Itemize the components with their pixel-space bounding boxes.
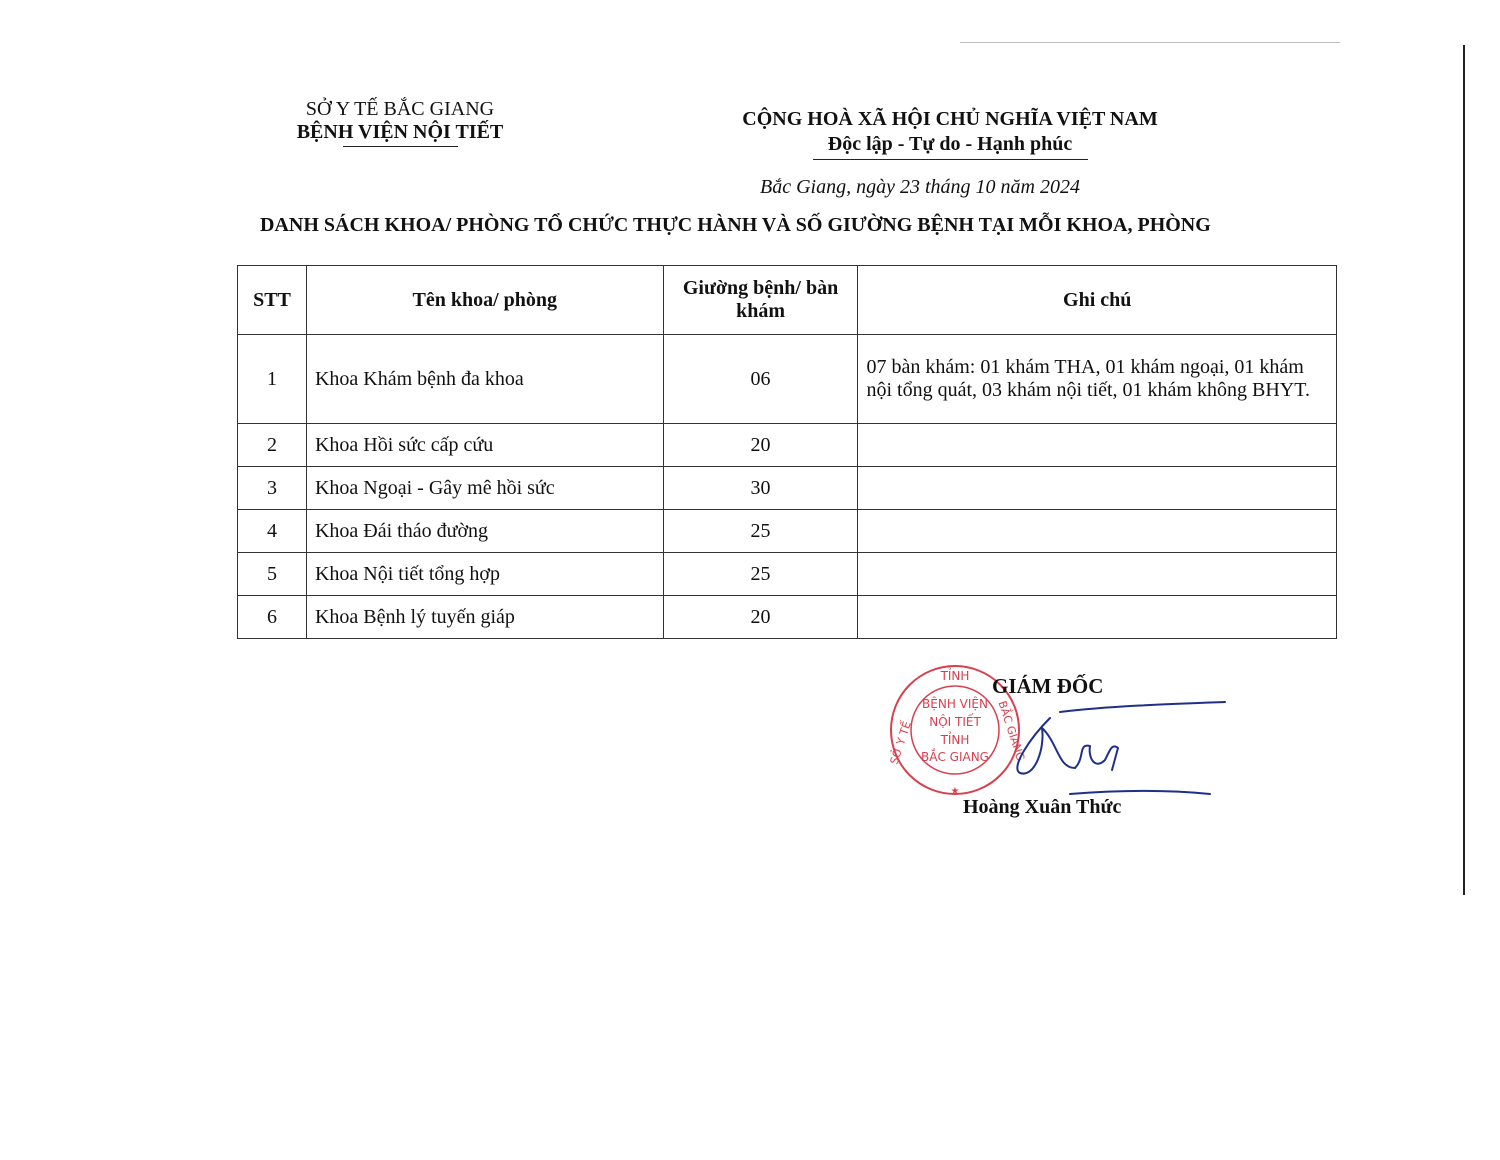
stamp-ring-right: BẮC GIANG (995, 699, 1028, 763)
cell-beds: 30 (663, 467, 858, 510)
stamp-line-1: BỆNH VIỆN (922, 697, 988, 711)
cell-name: Khoa Nội tiết tổng hợp (306, 553, 663, 596)
stamp-star-icon: ★ (950, 786, 960, 797)
table-row (238, 596, 1337, 639)
country-name: CỘNG HOÀ XÃ HỘI CHỦ NGHĨA VIỆT NAM (742, 108, 1158, 130)
cell-name: Khoa Bệnh lý tuyến giáp (306, 596, 663, 639)
signer-name: Hoàng Xuân Thức (963, 796, 1122, 818)
scan-right-edge (1463, 45, 1465, 895)
table-header-row (238, 266, 1337, 335)
table-row (238, 510, 1337, 553)
document-title: DANH SÁCH KHOA/ PHÒNG TỔ CHỨC THỰC HÀNH VÀ SỐ GIƯỜNG BỆNH TẠI MỖI KHOA, PHÒNG (260, 214, 1211, 236)
cell-stt: 5 (238, 553, 307, 596)
cell-beds: 20 (663, 596, 858, 639)
cell-stt: 1 (238, 335, 307, 424)
departments-table (237, 265, 1337, 639)
table-row (238, 424, 1337, 467)
cell-stt: 4 (238, 510, 307, 553)
cell-stt: 2 (238, 424, 307, 467)
stamp-line-3: TỈNH (940, 733, 970, 747)
cell-beds: 25 (663, 553, 858, 596)
stamp-ring-left: SỞ Y TẾ (887, 719, 914, 767)
cell-note (858, 553, 1337, 596)
cell-note: 07 bàn khám: 01 khám THA, 01 khám ngoại, 01 khám nội tổng quát, 03 khám nội tiết, 01 khám không BHYT. (858, 335, 1337, 424)
stamp-line-2: NỘI TIẾT (929, 715, 981, 729)
header-name: Tên khoa/ phòng (306, 266, 663, 335)
cell-note (858, 467, 1337, 510)
national-header (700, 108, 1200, 160)
handwritten-signature-icon (1000, 698, 1230, 798)
header-beds: Giường bệnh/ bàn khám (663, 266, 858, 335)
cell-note (858, 596, 1337, 639)
cell-note (858, 424, 1337, 467)
department-name: SỞ Y TẾ BẮC GIANG (305, 98, 495, 120)
stamp-ring-top: TỈNH (940, 669, 970, 683)
header-note: Ghi chú (858, 266, 1337, 335)
date-line: Bắc Giang, ngày 23 tháng 10 năm 2024 (760, 176, 1080, 198)
scan-top-rule (960, 42, 1340, 43)
signer-title: GIÁM ĐỐC (992, 674, 1104, 698)
table-row (238, 335, 1337, 424)
issuing-authority (270, 98, 530, 147)
cell-beds: 06 (663, 335, 858, 424)
national-motto: Độc lập - Tự do - Hạnh phúc (827, 133, 1073, 155)
signature-block (870, 660, 1290, 840)
cell-name: Khoa Ngoại - Gây mê hồi sức (306, 467, 663, 510)
hospital-name: BỆNH VIỆN NỘI TIẾT (296, 121, 504, 143)
cell-name: Khoa Khám bệnh đa khoa (306, 335, 663, 424)
cell-beds: 20 (663, 424, 858, 467)
stamp-line-4: BẮC GIANG (921, 750, 989, 764)
header-stt: STT (238, 266, 307, 335)
cell-stt: 3 (238, 467, 307, 510)
cell-name: Khoa Đái tháo đường (306, 510, 663, 553)
motto-underline (813, 159, 1088, 160)
cell-stt: 6 (238, 596, 307, 639)
table-row (238, 553, 1337, 596)
cell-note (858, 510, 1337, 553)
table-row (238, 467, 1337, 510)
cell-name: Khoa Hồi sức cấp cứu (306, 424, 663, 467)
cell-beds: 25 (663, 510, 858, 553)
hospital-underline (343, 146, 458, 147)
